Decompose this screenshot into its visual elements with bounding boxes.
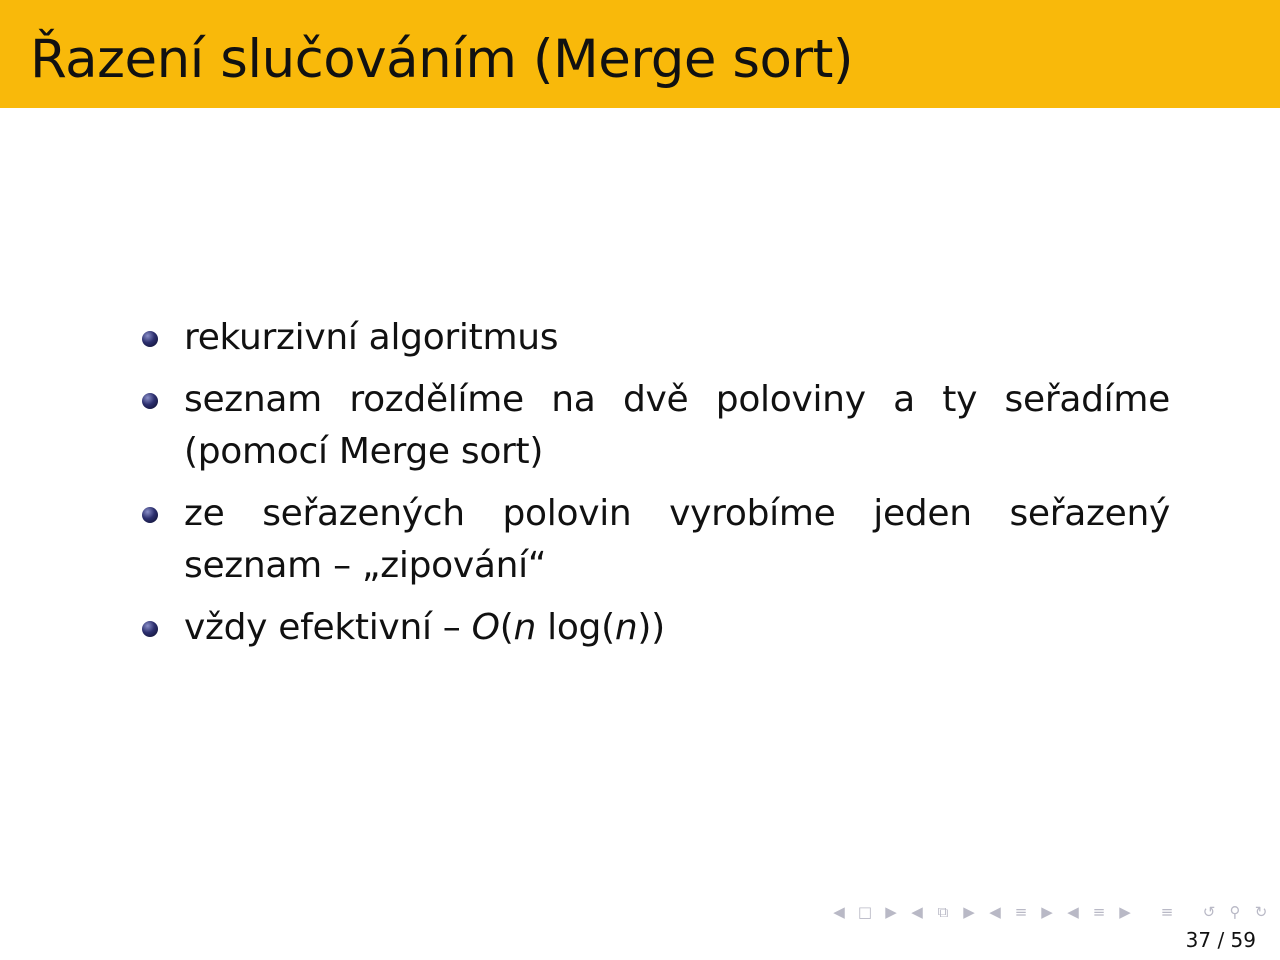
slide-title: Řazení slučováním (Merge sort)	[30, 29, 854, 90]
nav-next-part-icon[interactable]: ▶	[1119, 903, 1131, 921]
math-paren-close: ))	[637, 607, 665, 648]
nav-prev-subsection-icon[interactable]: ◀	[911, 903, 923, 921]
nav-prev-frame-icon[interactable]: ◀	[833, 903, 845, 921]
bullet-item	[140, 602, 1170, 654]
math-n: n	[513, 607, 536, 648]
nav-next-subsection-icon[interactable]: ▶	[963, 903, 975, 921]
beamer-navigation	[826, 900, 1274, 924]
nav-part-icon[interactable]: ≡	[1092, 903, 1106, 921]
bullet-list	[140, 312, 1170, 664]
bullet-icon	[142, 507, 158, 523]
nav-frame-icon[interactable]: □	[857, 903, 873, 921]
nav-next-section-icon[interactable]: ▶	[1041, 903, 1053, 921]
nav-prev-part-icon[interactable]: ◀	[1067, 903, 1079, 921]
math-log: log(	[535, 607, 615, 648]
nav-forward-icon[interactable]: ↻	[1254, 903, 1268, 921]
nav-prev-section-icon[interactable]: ◀	[989, 903, 1001, 921]
bullet-icon	[142, 621, 158, 637]
bullet-text: vždy efektivní –	[184, 607, 472, 648]
nav-subsection-icon[interactable]: ⧉	[937, 903, 949, 921]
nav-search-icon[interactable]: ⚲	[1229, 903, 1241, 921]
bullet-icon	[142, 331, 158, 347]
nav-next-frame-icon[interactable]: ▶	[885, 903, 897, 921]
bullet-item	[140, 374, 1170, 478]
bullet-item	[140, 312, 1170, 364]
bullet-icon	[142, 393, 158, 409]
math-n: n	[614, 607, 638, 648]
bullet-text: rekurzivní algoritmus	[184, 317, 559, 358]
nav-back-icon[interactable]: ↺	[1202, 903, 1216, 921]
math-big-o: O	[471, 607, 500, 648]
bullet-item	[140, 488, 1170, 592]
nav-section-icon[interactable]: ≡	[1014, 903, 1028, 921]
bullet-text: seznam rozdělíme na dvě poloviny a ty seřadíme (pomocí Merge sort)	[184, 379, 1170, 472]
page-number: 37 / 59	[1185, 928, 1256, 952]
nav-document-icon[interactable]: ≡	[1160, 903, 1174, 921]
bullet-text: ze seřazených polovin vyrobíme jeden seřazený seznam – „zipování“	[184, 493, 1170, 586]
title-bar	[0, 0, 1280, 108]
math-paren-open: (	[499, 607, 514, 648]
